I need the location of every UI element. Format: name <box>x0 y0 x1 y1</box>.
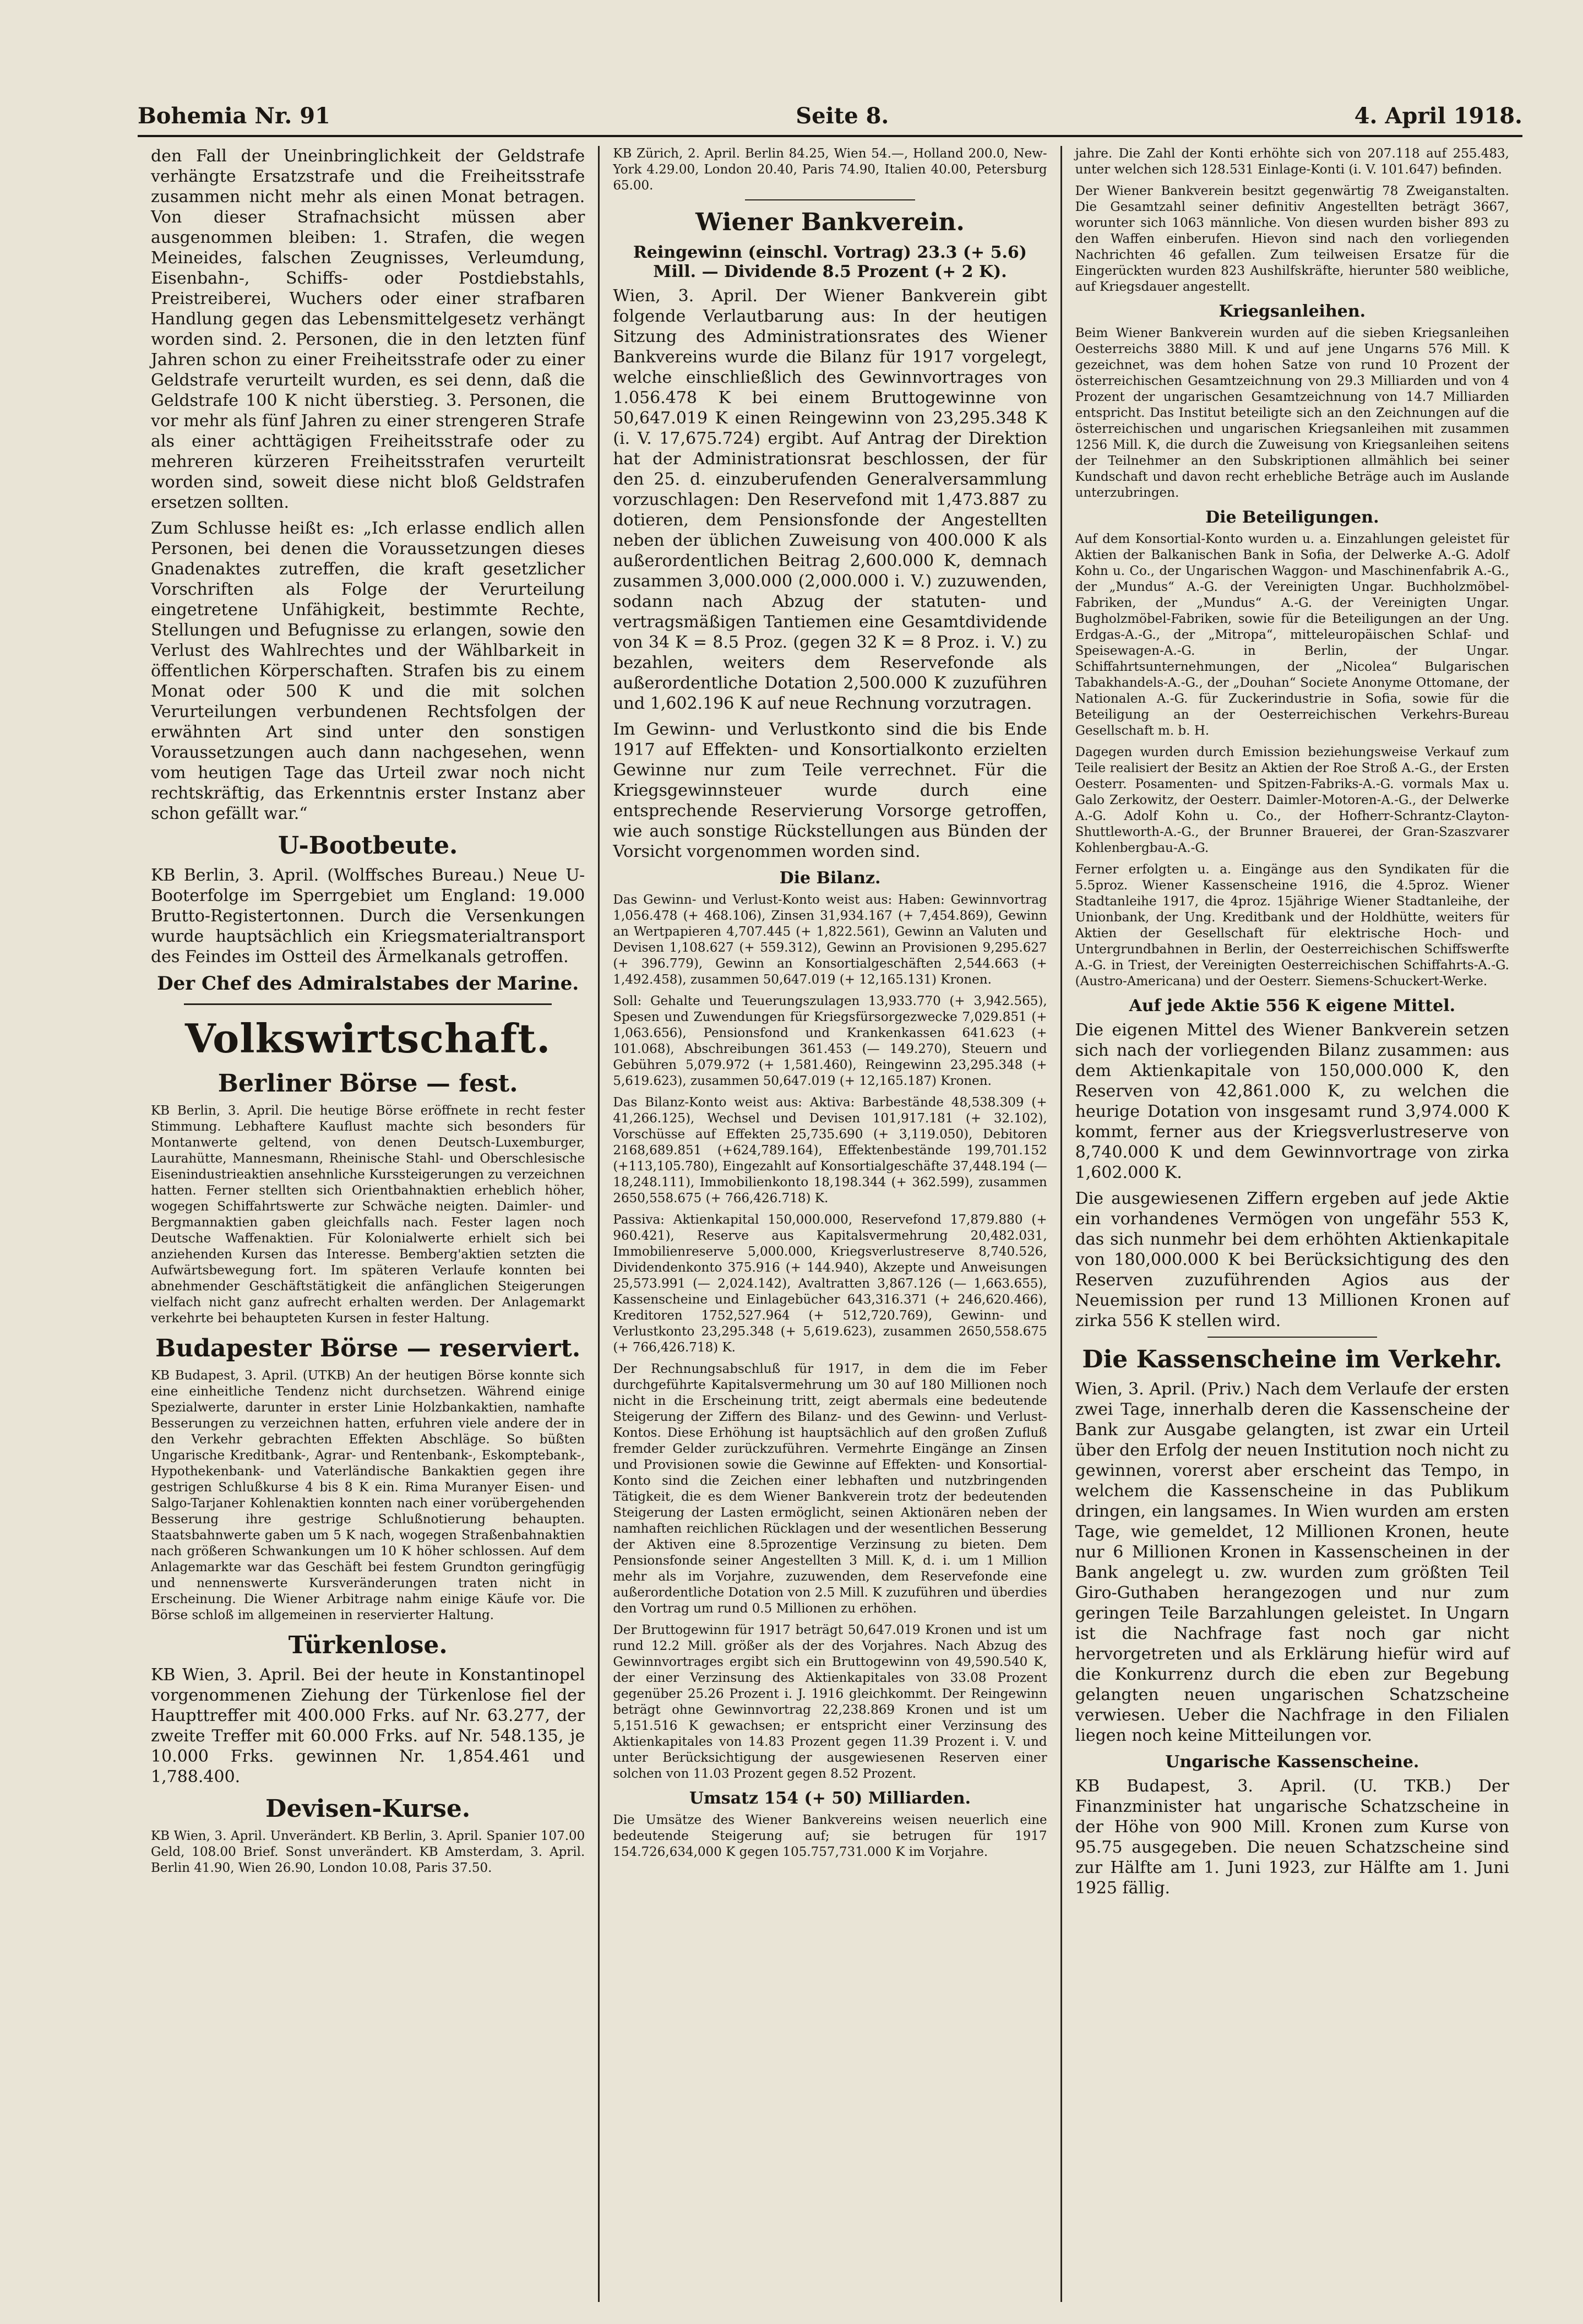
subheadline-wbv: Reingewinn (einschl. Vortrag) 23.3 (+ 5.6) Mill. — Dividende 8.5 Prozent (+ 2 K). <box>633 243 1027 281</box>
headline-wbv: Wiener Bankverein. <box>695 208 965 236</box>
header-center: Seite 8. <box>796 102 889 129</box>
headline-berlin: Berliner Börse — fest. <box>217 1069 518 1098</box>
headline-devisen: Devisen-Kurse. <box>265 1795 471 1823</box>
article-text: KB Budapest, 3. April. (UTKB) An der heutigen Börse konnte sich eine einheitliche Tendenz nicht durchsetzen. Während einige Spezialwerte, darunter in erster Linie Holzbankaktien, namhafte Besserungen zu verzeichnen hatten, erfuhren viele andere der in den Verkehr gebrachten Effekten Abschläge. So büßten Ungarische Kreditbank-, Agrar- und Rentenbank-, Eskomptebank-, Hypothekenbank- und Vaterländische Bankaktien gegen ihre gestrigen Schlußkurse 4 bis 8 K ein. Rima Muranyer Eisen- und Salgo-Tarjaner Kohlenaktien konnten nach einer vorübergehenden Besserung ihre gestrige Schlußnotierung behaupten. Staatsbahnwerte gaben um 5 K nach, wogegen Straßenbahnaktien nach größeren Schwankungen um 10 K höher schlossen. Auf dem Anlagemarkte war das Geschäft bei festem Grundton geringfügig und nennenswerte Kursveränderungen traten nicht in Erscheinung. Die Wiener Arbitrage nahm einige Käufe vor. Die Börse schloß im allgemeinen in reservierter Haltung. <box>151 1369 585 1622</box>
headline-umsatz: Umsatz 154 (+ 50) Milliarden. <box>689 1789 971 1808</box>
page-header <box>138 96 1522 137</box>
article-text: Die Umsätze des Wiener Bankvereins weisen neuerlich eine bedeutende Steigerung auf; sie betrugen für 1917 154.726,634,000 K gegen 105.757,731.000 K im Vorjahre. <box>613 1813 1047 1859</box>
column-3 <box>1060 146 1522 2302</box>
headline-uboot: U-Bootbeute. <box>278 832 458 860</box>
column-1 <box>138 146 598 2302</box>
article-text: Passiva: Aktienkapital 150,000.000, Reservefond 17,879.880 (+ 960.421), Reserve aus Kapitalsvermehrung 20,482.031, Immobilienreserve 5,000.000, Kriegsverlustreserve 8,740.526, Dividendenkonto 375.916 (+ 144.940), Akzepte und Anweisungen 25,573.991 (— 2,024.142), Avaltratten 3,867.126 (— 1,663.655), Kassenscheine und Einlagebücher 643,316.371 (+ 246,620.466), Kreditoren 1752,527.964 (+ 512,720.769), Gewinn- und Verlustkonto 23,295.348 (+ 5,619.623), zusammen 2650,558.675 (+ 766,426.718) K. <box>613 1213 1047 1355</box>
article-text: Wien, 3. April. Der Wiener Bankverein gibt folgende Verlautbarung aus: In der heutigen Sitzung des Administrationsrates des Wiener Bankvereins wurde die Bilanz für 1917 vorgelegt, welche einschließlich des Gewinnvortrages von 1.056.478 K bei einem Bruttogewinne von 50,647.019 K einen Reingewinn von 23,295.348 K (i. V. 17,675.724) ergibt. Auf Antrag der Direktion hat der Administrationsrat beschlossen, der für den 25. d. einzuberufenden Generalversammlung vorzuschlagen: Den Reservefond mit 1,473.887 zu dotieren, dem Pensionsfonde der Angestellten neben der üblichen Zuweisung von 400.000 K als außerordentlichen Beitrag 2,600.000 K, demnach zusammen 3,000.000 (2,000.000 i. V.) zuzuwenden, sodann nach Abzug der statuten- und vertragsmäßigen Tantiemen eine Gesamtdividende von 34 K = 8.5 Proz. (gegen 32 K = 8 Proz. i. V.) zu bezahlen, weiters dem Reservefonde als außerordentliche Dotation 2,500.000 K zuzuführen und 1,602.196 K auf neue Rechnung vorzutragen. <box>613 286 1047 713</box>
article-text: Das Bilanz-Konto weist aus: Aktiva: Barbestände 48,538.309 (+ 41,266.125), Wechsel und Devisen 101,917.181 (+ 32.102), Vorschüsse auf Effekten 25,735.690 (+ 3,119.050), Debitoren 2168,689.851 (+624,789.164), Effektenbestände 199,701.152 (+113,105.780), Eingezahlt auf Konsortialgeschäfte 37,448.194 (— 18,248.111), Immobilienkonto 18,198.344 (+ 362.599), zusammen 2650,558.675 (+ 766,426.718) K. <box>613 1095 1047 1206</box>
article-text: den Fall der Uneinbringlichkeit der Geldstrafe verhängte Ersatzstrafe und die Freiheitsstrafe zusammen nicht mehr als einen Monat betragen. Von dieser Strafnachsicht müssen aber ausgenommen bleiben: 1. Strafen, die wegen Meineides, falschen Zeugnisses, Verleumdung, Eisenbahn-, Schiffs- oder Postdiebstahls, Preistreiberei, Wuchers oder einer strafbaren Handlung gegen das Lebensmittelgesetz verhängt worden sind. 2. Personen, die in den letzten fünf Jahren schon zu einer Freiheitsstrafe oder zu einer Geldstrafe verurteilt wurden, es sei denn, daß die Geldstrafe 100 K nicht überstieg. 3. Personen, die vor mehr als fünf Jahren zu einer strengeren Strafe als einer achttägigen Freiheitsstrafe oder zu mehreren kürzeren Freiheitsstrafen verurteilt worden sind, soweit diese nicht bloß Geldstrafen ersetzen sollten. <box>151 146 585 512</box>
article-text: Im Gewinn- und Verlustkonto sind die bis Ende 1917 auf Effekten- und Konsortialkonto erzielten Gewinne nur zum Teile verrechnet. Für die Kriegsgewinnsteuer wurde durch eine entsprechende Reservierung Vorsorge getroffen, wie auch sonstige Rückstellungen aus Bünden der Vorsicht vorgenommen worden sind. <box>613 720 1047 861</box>
article-text: KB Zürich, 2. April. Berlin 84.25, Wien 54.—, Holland 200.0, New-York 4.29.00, London 20.40, Paris 74.90, Italien 40.00, Petersburg 65.00. <box>613 146 1047 193</box>
article-text: Die eigenen Mittel des Wiener Bankverein setzen sich nach der vorliegenden Bilanz zusammen: aus dem Aktienkapitale von 150,000.000 K, den Reserven von 42,861.000 K, zu welchen die heurige Dotation von insgesamt rund 3,974.000 K kommt, ferner aus der Kriegsverlustreserve von 8,740.000 K und dem Gewinnvortrage von zirka 1,602.000 K. <box>1075 1020 1509 1182</box>
signature: Der Chef des Admiralstabes der Marine. <box>157 973 579 995</box>
article-text: Wien, 3. April. (Priv.) Nach dem Verlaufe der ersten zwei Tage, innerhalb deren die Kassenscheine der Bank zur Ausgabe gelangten, ist zwar ein Urteil über den Erfolg der neuen Institution noch nicht zu gewinnen, vorerst aber erscheint das Tempo, in welchem die Kassenscheine in das Publikum dringen, ein langsames. In Wien wurden am ersten Tage, wie gemeldet, 12 Millionen Kronen, heute nur 6 Millionen Kronen in Kassenscheinen in der Bank angelegt u. zw. wurden zum größten Teil Giro-Guthaben herangezogen und nur zum geringen Teile Barzahlungen geleistet. In Ungarn ist die Nachfrage fast noch gar nicht hervorgetreten und als Erklärung hiefür wird auf die Konkurrenz durch die eben zur Begebung gelangten neuen ungarischen Schatzscheine verwiesen. Ueber die Nachfrage in den Filialen liegen noch keine Mitteilungen vor. <box>1075 1380 1509 1745</box>
headline-aktie: Auf jede Aktie 556 K eigene Mittel. <box>1129 996 1456 1016</box>
article-text: Auf dem Konsortial-Konto wurden u. a. Einzahlungen geleistet für Aktien der Balkanischen Bank in Sofia, der Delwerke A.-G. Adolf Kohn u. Co., der Ungarischen Waggon- und Maschinenfabrik A.-G., der „Mundus“ A.-G. der Vereinigten Ungar. Buchholzmöbel-Fabriken, der „Mundus“ A.-G. der Vereinigten Ungar. Bugholzmöbel-Fabriken, sowie für die Beteiligungen an der Ung. Erdgas-A.-G., der „Mitropa“, mitteleuropäischen Schlaf- und Speisewagen-A.-G. in Berlin, der Ungar. Schiffahrtsunternehmungen, der „Nicolea“ Bulgarischen Tabakhandels-A.-G., der „Douhan“ Societe Anonyme Ottomane, der Nationalen A.-G. für Zuckerindustrie in Sofia, sowie für die Beteiligung an der Oesterreichischen Verkehrs-Bureau Gesellschaft m. b. H. <box>1075 532 1509 738</box>
divider <box>745 199 915 200</box>
article-text: jahre. Die Zahl der Konti erhöhte sich von 207.118 auf 255.483, unter welchen sich 128.531 Einlage-Konti (i. V. 101.647) befinden. <box>1075 146 1509 177</box>
headline-beteiligungen: Die Beteiligungen. <box>1205 508 1379 527</box>
article-text: Soll: Gehalte und Teuerungszulagen 13,933.770 (+ 3,942.565), Spesen und Zuwendungen für Kriegsfürsorgezwecke 7,029.851 (+ 1,063.656), Pensionsfond und Krankenkassen 641.623 (+ 101.068), Abschreibungen 361.453 (— 149.270), Steuern und Gebühren 5,079.972 (+ 1,581.460), Reingewinn 23,295.348 (+ 5,619.623), zusammen 50,647.019 (+ 12,165.187) Kronen. <box>613 994 1047 1088</box>
headline-kassenscheine: Die Kassenscheine im Verkehr. <box>1082 1345 1503 1373</box>
article-text: Beim Wiener Bankverein wurden auf die sieben Kriegsanleihen Oesterreichs 3880 Mill. K und auf jene Ungarns 576 Mill. K gezeichnet, was dem hohen Satze von rund 10 Prozent der österreichischen Gesamtzeichnung von 29.3 Milliarden und von 4 Prozent der ungarischen Gesamtzeichnung von 14.7 Milliarden entspricht. Das Institut beteiligte sich an den Zeichnungen auf die österreichischen und ungarischen Kriegsanleihen mit zusammen 1256 Mill. K, die durch die Zuweisung von Kriegsanleihen seitens der Teilnehmer an den Subskriptionen allmählich bei seiner Kundschaft und davon recht erhebliche Beträge auch im Auslande unterzubringen. <box>1075 326 1509 500</box>
article-text: KB Berlin, 3. April. (Wolffsches Bureau.) Neue U-Booterfolge im Sperrgebiet um England: 19.000 Brutto-Registertonnen. Durch die Versenkungen wurde hauptsächlich ein Kriegsmaterialtransport des Feindes im Ostteil des Ärmelkanals getroffen. <box>151 866 585 966</box>
article-text: Das Gewinn- und Verlust-Konto weist aus: Haben: Gewinnvortrag 1,056.478 (+ 468.106), Zinsen 31,934.167 (+ 7,454.869), Gewinn an Wertpapieren 4,707.445 (+ 1,822.561), Gewinn an Valuten und Devisen 1,108.627 (+ 559.312), Gewinn an Provisionen 9,295.627 (+ 396.779), Gewinn an Konsortialgeschäften 2,544.663 (+ 1,492.458), zusammen 50,647.019 (+ 12,165.131) Kronen. <box>613 893 1047 987</box>
headline-kriegsanleihen: Kriegsanleihen. <box>1218 302 1366 321</box>
divider <box>184 1003 552 1005</box>
divider <box>1207 1337 1377 1338</box>
article-text: Zum Schlusse heißt es: „Ich erlasse endlich allen Personen, bei denen die Voraussetzungen dieses Gnadenaktes zutreffen, die kraft gesetzlicher Vorschriften als Folge der Verurteilung eingetretene Unfähigkeit, bestimmte Rechte, Stellungen und Befugnisse zu erlangen, sowie den Verlust des Wahlrechtes und der Wählbarkeit in öffentlichen Körperschaften. Strafen bis zu einem Monat oder 500 K und die mit solchen Verurteilungen verbundenen Rechtsfolgen der erwähnten Art sind unter den sonstigen Voraussetzungen auch dann nachgesehen, wenn vom heutigen Tage das Urteil zwar noch nicht rechtskräftig, das Erkenntnis erster Instanz aber schon gefällt war.“ <box>151 519 585 823</box>
article-text: Dagegen wurden durch Emission beziehungsweise Verkauf zum Teile realisiert der Besitz an Aktien der Roe Stroß A.-G., der Ersten Oesterr. Posamenten- und Spitzen-Fabriks-A.-G. vormals Max u. Galo Zerkowitz, der Oesterr. Daimler-Motoren-A.-G., der Delwerke A.-G. Adolf Kohn u. Co., der Hofherr-Schrantz-Clayton-Shuttleworth-A.-G., der Brunner Brauerei, der Gran-Szaszvarer Kohlenbergbau-A.-G. <box>1075 745 1509 855</box>
article-text: Die ausgewiesenen Ziffern ergeben auf jede Aktie ein vorhandenes Vermögen von ungefähr 553 K, das sich nunmehr bei dem erhöhten Aktienkapitale von 180,000.000 K bei Berücksichtigung des den Reserven zuzuführenden Agios aus der Neuemission per rund 13 Millionen Kronen auf zirka 556 K stellen wird. <box>1075 1189 1509 1331</box>
headline-budapest: Budapester Börse — reserviert. <box>155 1334 581 1362</box>
section-title: Volkswirtschaft. <box>185 1015 551 1062</box>
headline-ungarische: Ungarische Kassenscheine. <box>1165 1752 1419 1772</box>
column-2 <box>598 146 1060 2302</box>
header-right: 4. April 1918. <box>1354 102 1522 129</box>
article-text: Der Wiener Bankverein besitzt gegenwärtig 78 Zweiganstalten. Die Gesamtzahl seiner definitiv Angestellten beträgt 3667, worunter sich 1063 männliche. Von diesen wurden bisher 893 zu den Waffen einberufen. Hievon sind nach den vorliegenden Nachrichten 46 gefallen. Zum teilweisen Ersatze für die Eingerückten wurden 823 Aushilfskräfte, hierunter 580 weibliche, auf Kriegsdauer angestellt. <box>1075 184 1509 294</box>
columns <box>138 146 1522 2302</box>
headline-bilanz: Die Bilanz. <box>779 868 881 888</box>
headline-tuerkenlose: Türkenlose. <box>288 1631 448 1659</box>
article-text: Der Bruttogewinn für 1917 beträgt 50,647.019 Kronen und ist um rund 12.2 Mill. größer als der des Vorjahres. Nach Abzug des Gewinnvortrages ergibt sich ein Bruttogewinn von 49,590.540 K, der einer Verzinsung des Aktienkapitales von 33.08 Prozent gegenüber 25.26 Prozent i. J. 1916 gleichkommt. Der Reingewinn beträgt ohne Gewinnvortrag 22,238.869 Kronen und ist um 5,151.516 K gewachsen; er entspricht einer Verzinsung des Aktienkapitales von 14.83 Prozent gegen 11.39 Prozent i. V. und unter Berücksichtigung der ausgewiesenen Reserven einer solchen von 11.03 Prozent gegen 8.52 Prozent. <box>613 1623 1047 1781</box>
header-left: Bohemia Nr. 91 <box>138 102 330 129</box>
article-text: KB Wien, 3. April. Unverändert. KB Berlin, 3. April. Spanier 107.00 Geld, 108.00 Brief. Sonst unverändert. KB Amsterdam, 3. April. Berlin 41.90, Wien 26.90, London 10.08, Paris 37.50. <box>151 1829 585 1875</box>
article-text: KB Wien, 3. April. Bei der heute in Konstantinopel vorgenommenen Ziehung der Türkenlose fiel der Haupttreffer mit 400.000 Frks. auf Nr. 63.277, der zweite Treffer mit 60.000 Frks. auf Nr. 548.135, je 10.000 Frks. gewinnen Nr. 1,854.461 und 1,788.400. <box>151 1665 585 1787</box>
article-text: Ferner erfolgten u. a. Eingänge aus den Syndikaten für die 5.5proz. Wiener Kassenscheine 1916, die 4.5proz. Wiener Stadtanleihe 1917, die 4proz. 15jährige Wiener Stadtanleihe, der Unionbank, der Ung. Kreditbank und der Holdhütte, weiters für Aktien der Gesellschaft für elektrische Hoch- und Untergrundbahnen in Berlin, der Oesterreichischen Schiffswerfte A.-G. in Triest, der Vereinigten Oesterreichischen Schiffahrts-A.-G. (Austro-Americana) und der Oesterr. Siemens-Schuckert-Werke. <box>1075 862 1509 989</box>
article-text: KB Budapest, 3. April. (U. TKB.) Der Finanzminister hat ungarische Schatzscheine in der Höhe von 900 Mill. Kronen zum Kurse von 95.75 ausgegeben. Die neuen Schatzscheine sind zur Hälfte am 1. Juni 1923, zur Hälfte am 1. Juni 1925 fällig. <box>1075 1777 1509 1898</box>
article-text: Der Rechnungsabschluß für 1917, in dem die im Feber durchgeführte Kapitalsvermehrung um 30 auf 180 Millionen noch nicht in die Erscheinung tritt, zeigt abermals eine bedeutende Steigerung der Ziffern des Bilanz- und des Gewinn- und Verlust-Kontos. Diese Erhöhung ist hauptsächlich auf den großen Zufluß fremder Gelder zurückzuführen. Vermehrte Eingänge an Zinsen und Provisionen sowie die Gewinne auf Effekten- und Konsortial-Konto sind die Zeichen einer lebhaften und nutzbringenden Tätigkeit, die es dem Wiener Bankverein trotz der bedeutenden Steigerung der Lasten ermöglicht, seinen Aktionären neben der namhaften reichlichen Rücklagen und der wesentlichen Besserung der Aktiven eine 8.5prozentige Verzinsung zu bieten. Dem Pensionsfonde seiner Angestellten 3 Mill. K, d. i. um 1 Million mehr als im Vorjahre, zuzuwenden, dem Reservefonde eine außerordentliche Dotation von 2.5 Mill. K zuzuführen und überdies den Vortrag um rund 0.5 Millionen zu erhöhen. <box>613 1362 1047 1616</box>
article-text: KB Berlin, 3. April. Die heutige Börse eröffnete in recht fester Stimmung. Lebhaftere Kauflust machte sich besonders für Montanwerte geltend, von denen Deutsch-Luxemburger, Laurahütte, Mannesmann, Rheinische Stahl- und Oberschlesische Eisenindustrieaktien ansehnliche Kurssteigerungen zu verzeichnen hatten. Ferner stellten sich Orientbahnaktien erheblich höher, wogegen Schiffahrtswerte zur Schwäche neigten. Daimler- und Bergmannaktien gaben gleichfalls nach. Fester lagen noch Deutsche Waffenaktien. Für Kolonialwerte erhielt sich bei anziehenden Kursen das Interesse. Bemberg'aktien setzten die Aufwärtsbewegung fort. Im späteren Verlaufe konnten bei abnehmender Geschäftstätigkeit die anfänglichen Steigerungen vielfach nicht ganz aufrecht erhalten werden. Der Anlagemarkt verkehrte bei behaupteten Kursen in fester Haltung. <box>151 1104 585 1326</box>
